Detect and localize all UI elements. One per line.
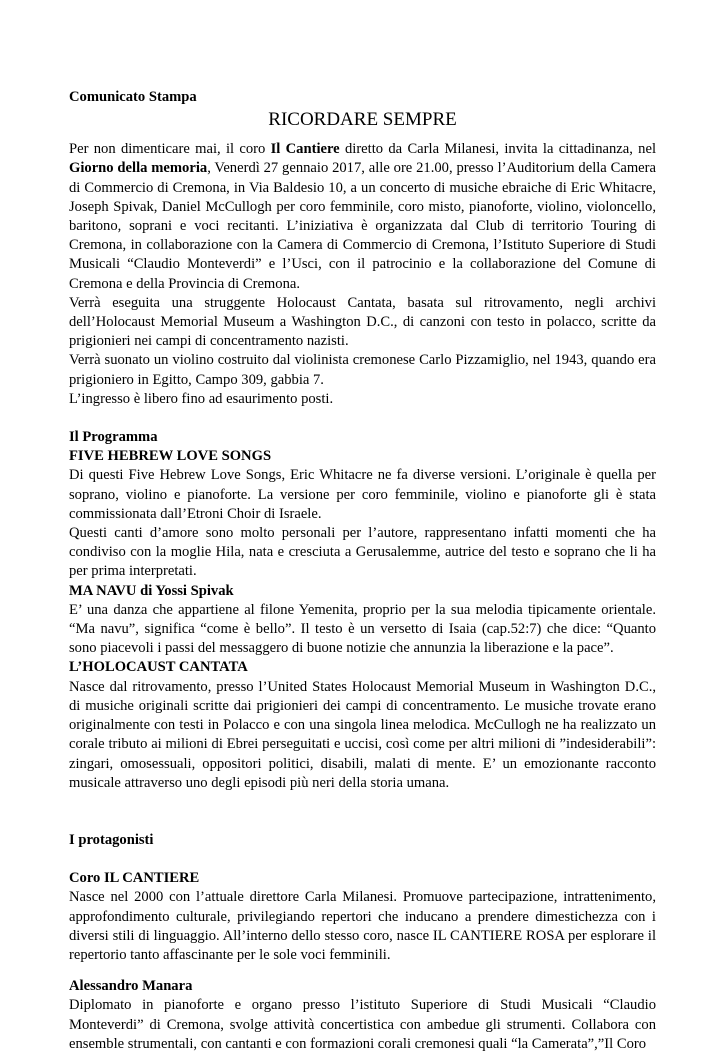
cantata-paragraph: Verrà eseguita una struggente Holocaust Cantata, basata sul ritrovamento, negli archivi dell’Holocaust Memorial Museum a Washington D.C., di canzoni con testo in polacco, scritte da prigionieri nei campi di concentramento nazisti. xyxy=(69,294,656,350)
section-paragraph: Di questi Five Hebrew Love Songs, Eric Whitacre ne fa diverse versioni. L’originale è quella per soprano, violino e pianoforte. La versione per coro femminile, violino e pianoforte gli è stata commissionata dall’Etroni Choir di Israele. xyxy=(69,467,656,522)
protagonist-title: Alessandro Manara xyxy=(69,978,193,995)
protagonist-text: Nasce nel 2000 con l’attuale direttore Carla Milanesi. Promuove partecipazione, intrattenimento, approfondimento culturale, privilegiando repertori che inducano a prendere dimestichezza con i diversi stili di linguaggio. All’interno dello stesso coro, nasce IL CANTIERE ROSA per esplorare il repertorio tanto affascinante per le sole voci femminili. xyxy=(69,889,656,963)
memory-day: Giorno della memoria xyxy=(69,160,208,177)
section-paragraph: Nasce dal ritrovamento, presso l’United States Holocaust Memorial Museum in Washington D.C., di musiche originali scritte dai prigionieri dei campi di concentramento. Le musiche trovate erano originalmente con testi in Polacco e con una singola linea melodica. McCullogh ne ha realizzato un corale tributo ai milioni di Ebrei perseguitati e uccisi, così come per altri milioni di ”indesiderabili”: zingari, omosessuali, oppositori politici, disabili, malati di mente. E’ un emozionante racconto musicale attraverso uno degli episodi più neri della storia umana. xyxy=(69,678,656,791)
protagonist-text: Diplomato in pianoforte e organo presso l’istituto Superiore di Studi Musicali “Claudio Monteverdi” di Cremona, svolge attività concertistica con ambedue gli strumenti. Collabora con ensemble strumentali, con cantanti e con formazioni corali cremonesi quali “la Camerata”,”Il Coro xyxy=(69,997,656,1052)
intro-text-a: Per non dimenticare mai, il coro xyxy=(69,141,271,158)
spacer xyxy=(69,409,656,428)
choir-name: Il Cantiere xyxy=(270,141,340,158)
section-paragraph: E’ una danza che appartiene al filone Yemenita, proprio per la sua melodia tipicamente orientale. “Ma navu”, significa “come è bello”. Il testo è un versetto di Isaia (cap.52:7) che dice: “Quanto sono piacevoli i passi del messaggero di buone notizie che annunzia la liberazione e la pace”. xyxy=(69,601,656,657)
spacer xyxy=(69,793,656,831)
entry-paragraph: L’ingresso è libero fino ad esaurimento posti. xyxy=(69,390,334,407)
protagonist-title: Coro IL CANTIERE xyxy=(69,870,200,887)
spacer xyxy=(69,965,656,977)
section-title: MA NAVU di Yossi Spivak xyxy=(69,582,234,599)
section-paragraph: Questi canti d’amore sono molto personali per l’autore, rappresentano infatti momenti che ha condiviso con la moglie Hila, nata e cresciuta a Gerusalemme, autrice del testo e soprano che li ha per prima interpretati. xyxy=(69,525,656,580)
section-title: FIVE HEBREW LOVE SONGS xyxy=(69,448,272,465)
press-release-label: Comunicato Stampa xyxy=(69,89,197,105)
intro-text-e: , Venerdì 27 gennaio 2017, alle ore 21.00, presso l’Auditorium della Camera di Commercio di Cremona, in Via Baldesio 10, a un concerto di musiche ebraiche di Eric Whitacre, Joseph Spivak, Daniel McCullogh per coro femminile, coro misto, pianoforte, violino, violoncello, baritono, soprani e voci recitanti. L’iniziativa è organizzata dal Club di territorio Touring di Cremona, in collaborazione con la Camera di Commercio di Cremona, l’Istituto Superiore di Studi Musicali “Claudio Monteverdi” e l’Usci, con il patrocinio e la collaborazione del Comune di Cremona e della Provincia di Cremona. xyxy=(69,160,656,292)
document-title: RICORDARE SEMPRE xyxy=(268,109,457,131)
intro-paragraph xyxy=(69,140,656,294)
protagonists-heading: I protagonisti xyxy=(69,831,154,848)
spacer xyxy=(69,850,656,869)
section-title: L’HOLOCAUST CANTATA xyxy=(69,659,248,676)
intro-text-c: diretto da Carla Milanesi, invita la cittadinanza, nel xyxy=(339,141,656,158)
document-page xyxy=(69,88,656,1054)
program-heading: Il Programma xyxy=(69,429,158,446)
violin-paragraph: Verrà suonato un violino costruito dal violinista cremonese Carlo Pizzamiglio, nel 1943, quando era prigioniero in Egitto, Campo 309, gabbia 7. xyxy=(69,352,656,388)
